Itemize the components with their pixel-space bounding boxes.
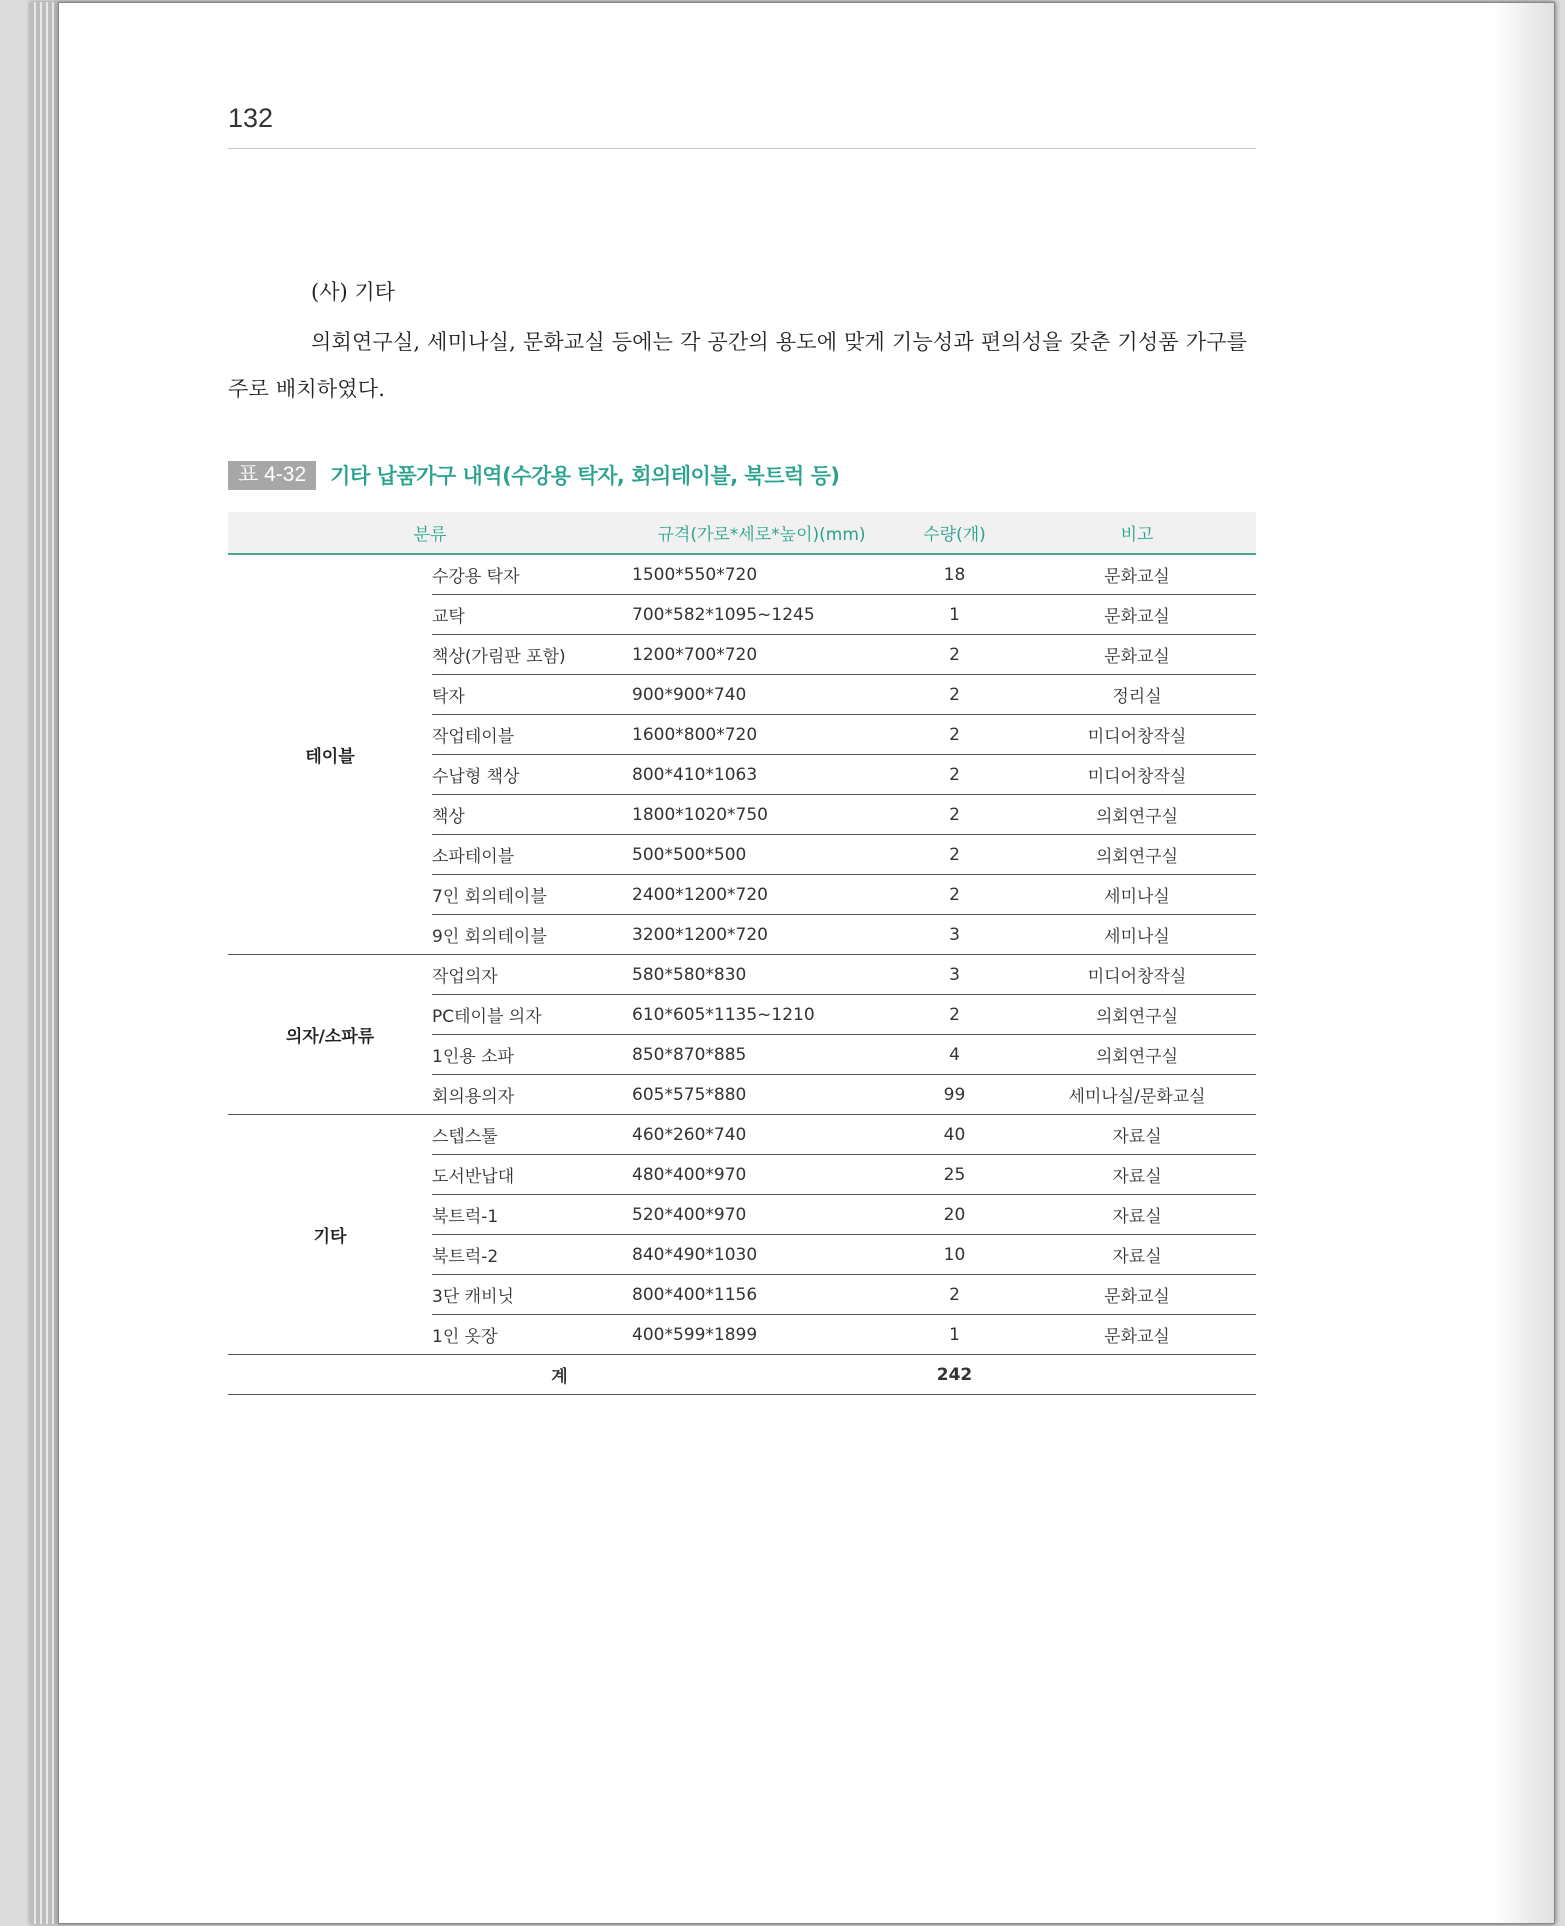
qty-cell: 10	[891, 1235, 1018, 1275]
note-cell: 자료실	[1018, 1235, 1256, 1275]
qty-cell: 3	[891, 915, 1018, 955]
note-cell: 미디어창작실	[1018, 715, 1256, 755]
header-category: 분류	[228, 512, 632, 554]
total-label: 계	[228, 1355, 891, 1395]
note-cell: 세미나실/문화교실	[1018, 1075, 1256, 1115]
qty-cell: 2	[891, 835, 1018, 875]
item-cell: 9인 회의테이블	[432, 915, 632, 955]
qty-cell: 2	[891, 635, 1018, 675]
header-note: 비고	[1018, 512, 1256, 554]
total-note	[1018, 1355, 1256, 1395]
qty-cell: 1	[891, 1315, 1018, 1355]
header-qty: 수량(개)	[891, 512, 1018, 554]
table-caption	[228, 461, 839, 489]
qty-cell: 2	[891, 995, 1018, 1035]
qty-cell: 2	[891, 715, 1018, 755]
item-cell: 작업의자	[432, 955, 632, 995]
item-cell: 1인용 소파	[432, 1035, 632, 1075]
item-cell: 소파테이블	[432, 835, 632, 875]
spec-cell: 480*400*970	[632, 1155, 891, 1195]
total-qty: 242	[891, 1355, 1018, 1395]
spec-cell: 610*605*1135~1210	[632, 995, 891, 1035]
item-cell: 7인 회의테이블	[432, 875, 632, 915]
table-row	[228, 554, 1256, 595]
note-cell: 문화교실	[1018, 635, 1256, 675]
table-row	[228, 1115, 1256, 1155]
header-spec: 규격(가로*세로*높이)(mm)	[632, 512, 891, 554]
qty-cell: 18	[891, 554, 1018, 595]
qty-cell: 20	[891, 1195, 1018, 1235]
qty-cell: 2	[891, 755, 1018, 795]
section-heading: (사) 기타	[311, 280, 395, 304]
spec-cell: 900*900*740	[632, 675, 891, 715]
spec-cell: 1600*800*720	[632, 715, 891, 755]
item-cell: 회의용의자	[432, 1075, 632, 1115]
item-cell: 수납형 책상	[432, 755, 632, 795]
spec-cell: 700*582*1095~1245	[632, 595, 891, 635]
qty-cell: 3	[891, 955, 1018, 995]
spec-cell: 500*500*500	[632, 835, 891, 875]
spec-cell: 1800*1020*750	[632, 795, 891, 835]
item-cell: 탁자	[432, 675, 632, 715]
spec-cell: 3200*1200*720	[632, 915, 891, 955]
note-cell: 세미나실	[1018, 915, 1256, 955]
note-cell: 문화교실	[1018, 595, 1256, 635]
item-cell: PC테이블 의자	[432, 995, 632, 1035]
qty-cell: 1	[891, 595, 1018, 635]
spec-cell: 2400*1200*720	[632, 875, 891, 915]
body-paragraph: 의회연구실, 세미나실, 문화교실 등에는 각 공간의 용도에 맞게 기능성과 편의성을 갖춘 기성품 가구를 주로 배치하였다.	[228, 330, 1248, 401]
item-cell: 3단 캐비닛	[432, 1275, 632, 1315]
table-body	[228, 554, 1256, 1395]
note-cell: 자료실	[1018, 1195, 1256, 1235]
item-cell: 책상	[432, 795, 632, 835]
note-cell: 문화교실	[1018, 1315, 1256, 1355]
item-cell: 도서반납대	[432, 1155, 632, 1195]
note-cell: 자료실	[1018, 1155, 1256, 1195]
note-cell: 의회연구실	[1018, 835, 1256, 875]
document-page	[58, 2, 1555, 1924]
item-cell: 북트럭-2	[432, 1235, 632, 1275]
item-cell: 1인 옷장	[432, 1315, 632, 1355]
note-cell: 세미나실	[1018, 875, 1256, 915]
table-header-row	[228, 512, 1256, 554]
spec-cell: 400*599*1899	[632, 1315, 891, 1355]
category-cell: 기타	[228, 1115, 432, 1355]
qty-cell: 2	[891, 875, 1018, 915]
table-caption-title: 기타 납품가구 내역(수강용 탁자, 회의테이블, 북트럭 등)	[330, 464, 840, 488]
qty-cell: 2	[891, 1275, 1018, 1315]
item-cell: 북트럭-1	[432, 1195, 632, 1235]
note-cell: 의회연구실	[1018, 995, 1256, 1035]
item-cell: 책상(가림판 포함)	[432, 635, 632, 675]
spec-cell: 460*260*740	[632, 1115, 891, 1155]
note-cell: 의회연구실	[1018, 1035, 1256, 1075]
note-cell: 자료실	[1018, 1115, 1256, 1155]
note-cell: 문화교실	[1018, 554, 1256, 595]
spec-cell: 800*400*1156	[632, 1275, 891, 1315]
note-cell: 문화교실	[1018, 1275, 1256, 1315]
spec-cell: 1500*550*720	[632, 554, 891, 595]
spec-cell: 520*400*970	[632, 1195, 891, 1235]
qty-cell: 25	[891, 1155, 1018, 1195]
qty-cell: 4	[891, 1035, 1018, 1075]
note-cell: 미디어창작실	[1018, 955, 1256, 995]
qty-cell: 40	[891, 1115, 1018, 1155]
note-cell: 의회연구실	[1018, 795, 1256, 835]
item-cell: 작업테이블	[432, 715, 632, 755]
item-cell: 스텝스툴	[432, 1115, 632, 1155]
furniture-table	[228, 512, 1256, 1395]
page-number: 132	[228, 103, 274, 133]
table-caption-label: 표 4-32	[228, 461, 316, 490]
spec-cell: 605*575*880	[632, 1075, 891, 1115]
item-cell: 교탁	[432, 595, 632, 635]
qty-cell: 2	[891, 795, 1018, 835]
qty-cell: 99	[891, 1075, 1018, 1115]
total-row	[228, 1355, 1256, 1395]
spec-cell: 800*410*1063	[632, 755, 891, 795]
table-row	[228, 955, 1256, 995]
note-cell: 미디어창작실	[1018, 755, 1256, 795]
header-rule	[228, 148, 1256, 149]
spec-cell: 1200*700*720	[632, 635, 891, 675]
category-cell: 의자/소파류	[228, 955, 432, 1115]
qty-cell: 2	[891, 675, 1018, 715]
spec-cell: 580*580*830	[632, 955, 891, 995]
spec-cell: 840*490*1030	[632, 1235, 891, 1275]
category-cell: 테이블	[228, 554, 432, 955]
spec-cell: 850*870*885	[632, 1035, 891, 1075]
item-cell: 수강용 탁자	[432, 554, 632, 595]
note-cell: 정리실	[1018, 675, 1256, 715]
